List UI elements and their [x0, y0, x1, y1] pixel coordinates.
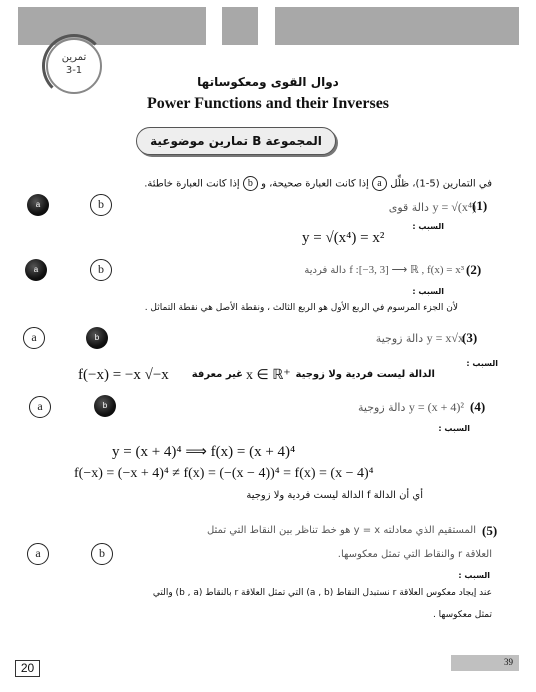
header-bar-middle: [222, 7, 258, 45]
ex3-number: (3): [462, 330, 478, 345]
ex5-reason-label: السبب :: [458, 571, 490, 580]
instructions-post: إذا كانت العبارة خاطئة.: [144, 178, 240, 190]
ex1-statement: [389, 200, 476, 215]
instruction-b-circle: b: [243, 176, 258, 191]
ex1-option-a[interactable]: a: [27, 194, 49, 216]
ex1-reason-math: y = √(x⁴) = x²: [302, 230, 385, 246]
ex2-reason-label: السبب :: [412, 287, 444, 296]
instruction-a-circle: a: [372, 176, 387, 191]
ex2-reason-text: لأن الجزء المرسوم في الربع الأول هو الربع الثالث ، ونقطة الأصل هي نقطة التماثل .: [144, 303, 458, 313]
ex4-reason-conclusion: أي أن الدالة f الدالة ليست فردية ولا زوجية: [246, 490, 423, 501]
ex5-reason-line2: تمثل معكوسها .: [432, 610, 492, 620]
ex4-statement-ar: دالة زوجية: [358, 401, 406, 414]
page-title-arabic: دوال القوى ومعكوساتها: [197, 75, 339, 89]
ex4-statement: [358, 400, 464, 415]
ex1-reason-label: السبب :: [412, 222, 444, 231]
ex4-number: (4): [470, 399, 486, 414]
ex4-reason-label: السبب :: [438, 424, 470, 433]
page-title-english: Power Functions and their Inverses: [146, 95, 390, 112]
instructions-mid: إذا كانت العبارة صحيحة، و: [261, 178, 369, 190]
ex3-statement: [376, 331, 464, 346]
ex5-number: (5): [482, 523, 498, 538]
ex4-option-b[interactable]: b: [94, 395, 116, 417]
ex4-reason-math-1: y = (x + 4)⁴ ⟹ f(x) = (x + 4)⁴: [112, 444, 296, 460]
footer-page-number: 39: [451, 655, 519, 671]
ex1-statement-math: y = √(x⁴): [432, 200, 476, 214]
group-title: المجموعة B تمارين موضوعية: [136, 127, 336, 155]
ex5-option-b[interactable]: b: [91, 543, 113, 565]
ex3-statement-ar: دالة زوجية: [375, 332, 424, 345]
ex1-statement-ar: دالة قوى: [388, 201, 429, 214]
ex5-statement-line2: العلاقة r والنقاط التي تمثل معكوسها.: [337, 549, 492, 560]
ex4-reason-math-2: f(−x) = (−x + 4)⁴ ≠ f(x) = (−(x − 4))⁴ = f(x) = (x − 4)⁴: [74, 466, 374, 481]
ex3-reason-undefined: غير معرفة: [191, 369, 243, 380]
header-bar-right: [275, 7, 519, 45]
lesson-number: 3-1: [65, 65, 83, 76]
ex2-statement: [304, 263, 464, 276]
ex5-option-a[interactable]: a: [27, 543, 49, 565]
header-bar-left: [18, 7, 206, 45]
ex1-option-b[interactable]: b: [90, 194, 112, 216]
ex2-option-b[interactable]: b: [90, 259, 112, 281]
ex3-statement-math: y = x√x: [426, 331, 464, 345]
lesson-label: تمرين: [61, 52, 87, 63]
ex2-number: (2): [466, 262, 482, 277]
ex3-reason-math: f(−x) = −x √−x: [78, 367, 169, 383]
ex3-option-a[interactable]: a: [23, 327, 45, 349]
ex2-option-a[interactable]: a: [25, 259, 47, 281]
ex4-option-a[interactable]: a: [29, 396, 51, 418]
ex3-reason-domain: x ∈ ℝ⁺: [246, 368, 291, 383]
ex2-statement-ar: دالة فردية: [304, 265, 347, 276]
ex4-statement-math: y = (x + 4)²: [408, 400, 464, 414]
ex3-reason-ar: الدالة ليست فردية ولا زوجية: [295, 369, 435, 380]
ex1-number: (1): [472, 198, 488, 213]
ex5-reason-line1: عند إيجاد معكوس العلاقة r نستبدل النقاط (a , b) التي تمثل العلاقة r بالنقاط (b , a) والتي: [152, 588, 492, 598]
ex5-statement-line1: المستقيم الذي معادلته y = x هو خط تناظر بين النقاط التي تمثل: [206, 525, 476, 536]
ex3-reason-label: السبب :: [466, 359, 498, 368]
ex3-option-b[interactable]: b: [86, 327, 108, 349]
ex2-statement-math: f :[−3, 3] ⟶ ℝ , f(x) = x³: [349, 264, 464, 276]
instructions-pre: في التمارين (5-1)، ظلِّل: [390, 178, 492, 190]
footer-box-number: 20: [15, 660, 40, 677]
instructions: [144, 176, 492, 191]
